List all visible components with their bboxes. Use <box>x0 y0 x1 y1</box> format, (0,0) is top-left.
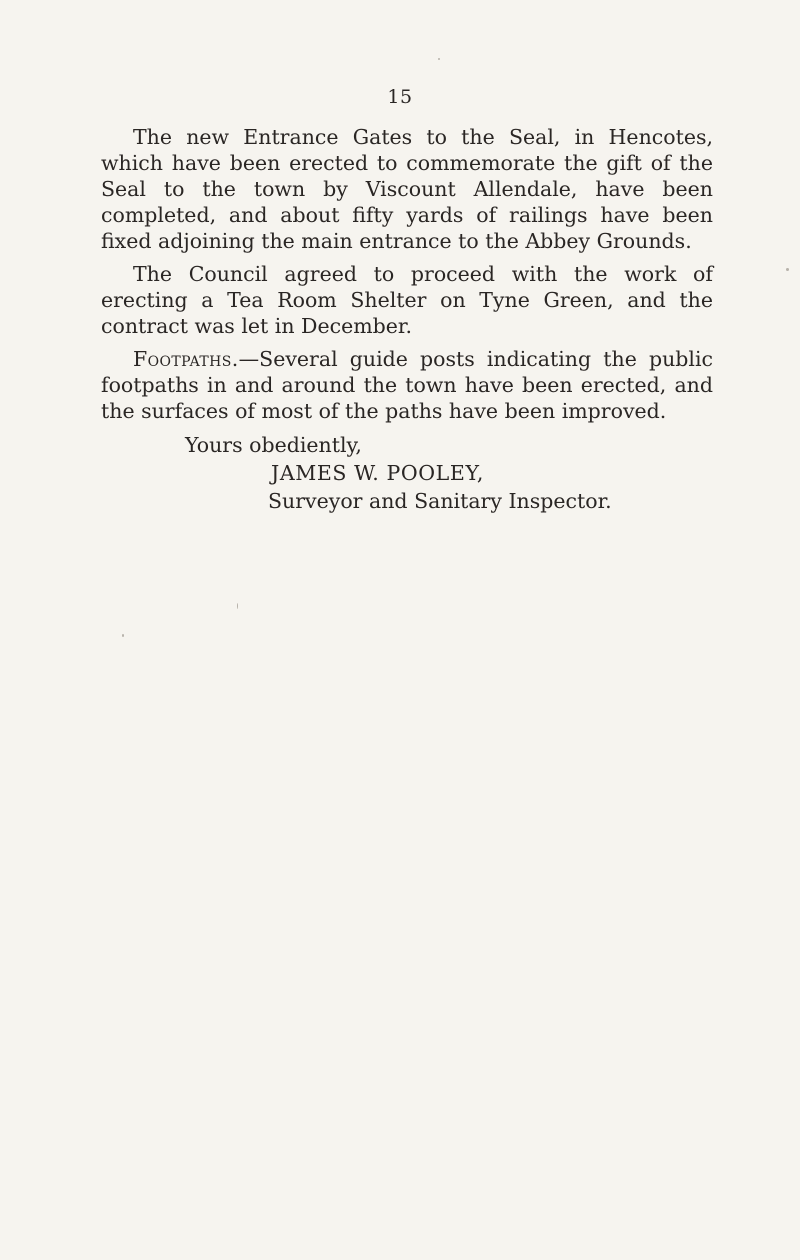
paper-speck <box>438 58 440 60</box>
paper-speck <box>122 634 124 637</box>
report-text <box>101 124 713 515</box>
paper-speck <box>786 268 789 271</box>
paragraph-footpaths <box>101 346 713 424</box>
footpaths-text: —Several guide posts indicating the public footpaths in and around the town have been erected, and the surfaces of most of the paths have been improved. <box>101 347 713 423</box>
signer-name: JAMES W. POOLEY, <box>271 461 485 485</box>
paragraph-tea-room-shelter: The Council agreed to proceed with the work of erecting a Tea Room Shelter on Tyne Green, and the contract was let in December. <box>101 262 713 338</box>
closing-salutation: Yours obediently, <box>185 433 362 457</box>
signature-block <box>101 431 713 515</box>
paper-speck <box>237 603 238 609</box>
paragraph-entrance-gates: The new Entrance Gates to the Seal, in Hencotes, which have been erected to commemorate the gift of the Seal to the town by Viscount Allendale, have been completed, and about fifty yards of railings have been fixed adjoining the main entrance to the Abbey Grounds. <box>101 125 713 253</box>
signer-title: Surveyor and Sanitary Inspector. <box>268 489 612 513</box>
footpaths-heading: Footpaths. <box>133 347 239 371</box>
page-number: 15 <box>387 86 413 108</box>
